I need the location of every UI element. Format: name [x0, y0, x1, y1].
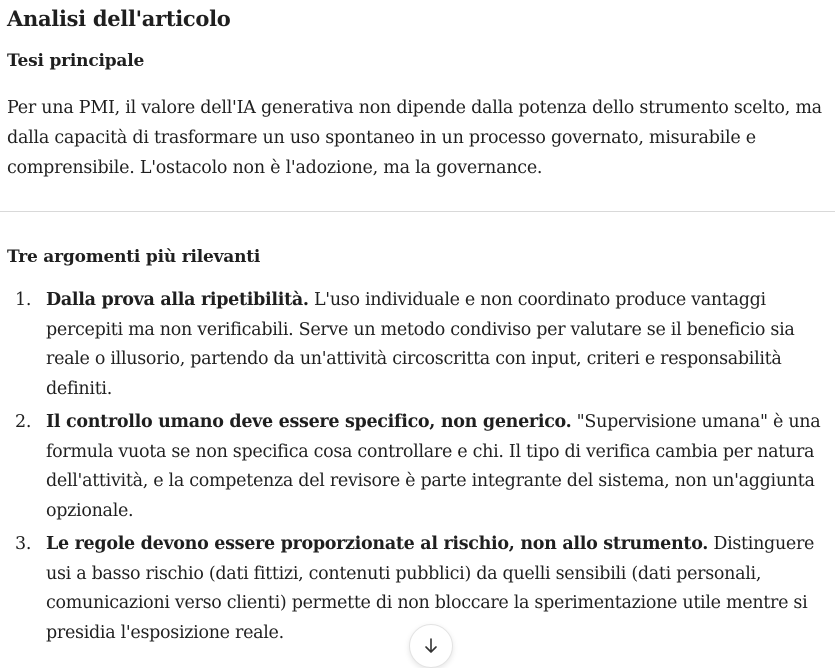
page-title: Analisi dell'articolo [7, 6, 231, 31]
scroll-to-bottom-button[interactable] [409, 624, 453, 668]
argument-body: L'uso individuale e non coordinato produce vantaggi percepiti ma non verificabili. Serve un metodo condiviso per valutare se il beneficio sia reale o illusorio, partendo da un'attività circoscritta con input, criteri e responsabilità definiti. [46, 290, 795, 399]
argument-lead: Dalla prova alla ripetibilità. [46, 290, 309, 310]
argument-body: "Supervisione umana" è una formula vuota se non specifica cosa controllare e chi. Il tipo di verifica cambia per natura dell'attività, e la competenza del revisore è parte integrante del sistema, non un'aggiunta opzionale. [46, 412, 821, 521]
arrow-down-icon [423, 637, 439, 655]
argument-item-1 [7, 286, 829, 404]
argument-body: Distinguere usi a basso rischio (dati fittizi, contenuti pubblici) da quelli sensibili (dati personali, comunicazioni verso clienti) permette di non bloccare la sperimentazione utile mentre si presidia l'esposizione reale. [46, 534, 815, 643]
argument-number: 3. [15, 534, 32, 554]
argument-lead: Le regole devono essere proporzionate al rischio, non allo strumento. [46, 534, 709, 554]
thesis-text: Per una PMI, il valore dell'IA generativa non dipende dalla potenza dello strumento scelto, ma dalla capacità di trasformare un uso spontaneo in un processo governato, misurabile e comprensibile. L'ostacolo non è l'adozione, ma la governance. [7, 98, 822, 178]
argument-number: 2. [15, 412, 32, 432]
arguments-list [7, 286, 829, 652]
argument-number: 1. [15, 290, 32, 310]
argument-lead: Il controllo umano deve essere specifico, non generico. [46, 412, 572, 432]
thesis-heading: Tesi principale [7, 51, 145, 71]
argument-item-2 [7, 408, 829, 526]
section-divider [0, 211, 835, 212]
arguments-heading: Tre argomenti più rilevanti [7, 247, 261, 267]
